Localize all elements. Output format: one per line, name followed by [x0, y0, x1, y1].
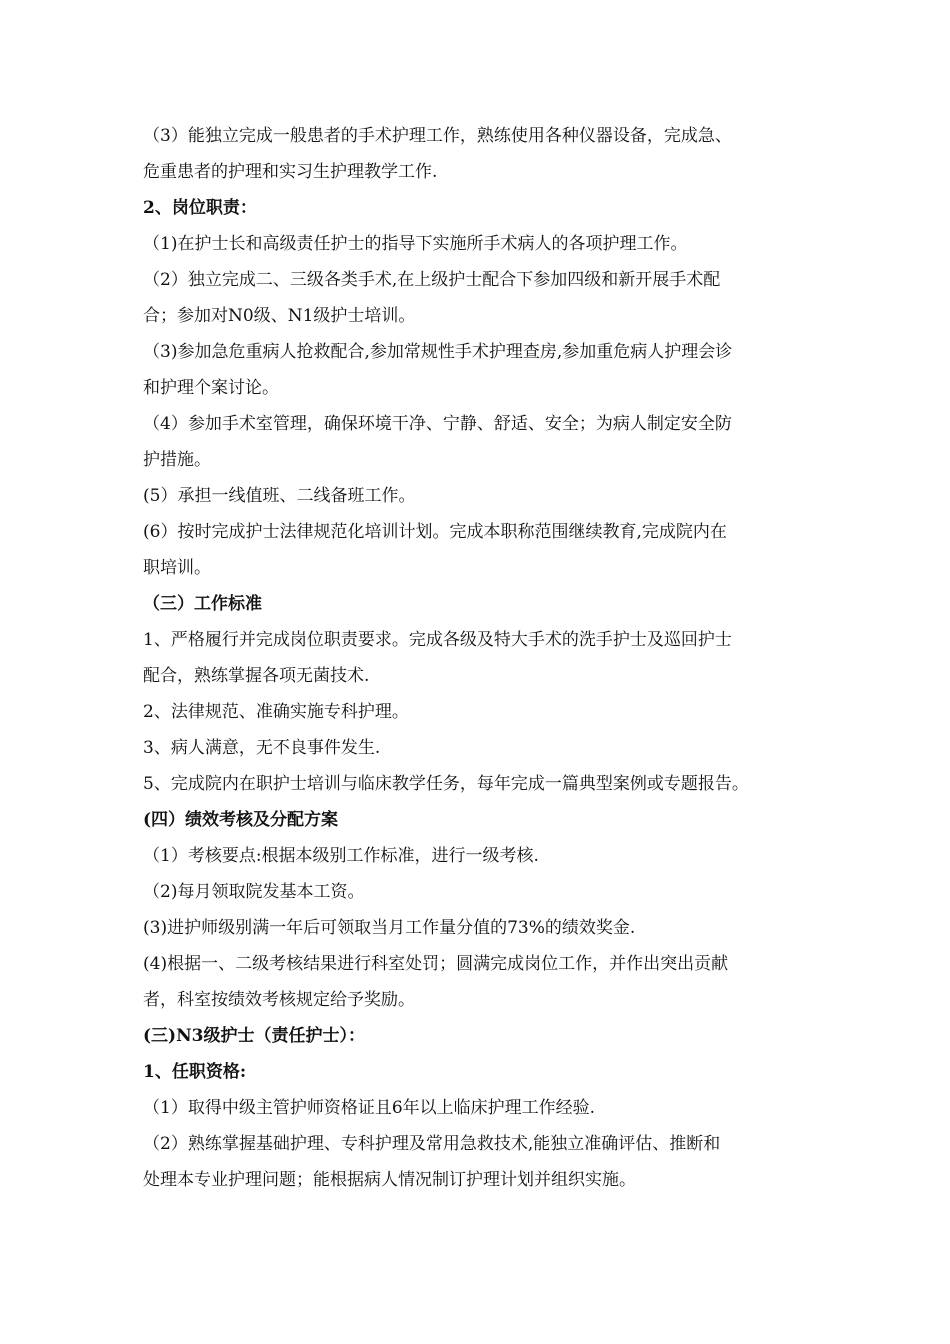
text-line: （2）熟练掌握基础护理、专科护理及常用急救技术,能独立准确评估、推断和	[143, 1134, 721, 1154]
text-line: （1）取得中级主管护师资格证且6年以上临床护理工作经验.	[143, 1098, 596, 1118]
text-line: 1、严格履行并完成岗位职责要求。完成各级及特大手术的洗手护士及巡回护士	[143, 630, 732, 650]
text-line: （4）参加手术室管理，确保环境干净、宁静、舒适、安全；为病人制定安全防	[143, 414, 732, 434]
section-heading: (三)N3级护士（责任护士）：	[143, 1026, 365, 1046]
text-line: 合；参加对N0级、N1级护士培训。	[143, 306, 416, 326]
text-line: （3）能独立完成一般患者的手术护理工作，熟练使用各种仪器设备，完成急、	[143, 126, 732, 146]
text-line: （2)每月领取院发基本工资。	[143, 882, 365, 902]
text-line: 配合，熟练掌握各项无菌技术.	[143, 666, 370, 686]
text-line: 护措施。	[143, 450, 211, 470]
section-heading: (四）绩效考核及分配方案	[143, 810, 339, 830]
section-heading: 2、岗位职责：	[143, 198, 257, 218]
text-line: （2）独立完成二、三级各类手术,在上级护士配合下参加四级和新开展手术配	[143, 270, 721, 290]
text-line: （1)在护士长和高级责任护士的指导下实施所手术病人的各项护理工作。	[143, 234, 688, 254]
section-heading: 1、任职资格:	[143, 1062, 247, 1082]
text-line: 3、病人满意，无不良事件发生.	[143, 738, 381, 758]
text-line: 危重患者的护理和实习生护理教学工作.	[143, 162, 438, 182]
text-line: (6）按时完成护士法律规范化培训计划。完成本职称范围继续教育,完成院内在	[143, 522, 727, 542]
text-line: (5）承担一线值班、二线备班工作。	[143, 486, 416, 506]
section-heading: （三）工作标准	[143, 594, 262, 614]
text-line: 处理本专业护理问题；能根据病人情况制订护理计划并组织实施。	[143, 1170, 636, 1190]
text-line: 职培训。	[143, 558, 211, 578]
text-line: (3)进护师级别满一年后可领取当月工作量分值的73%的绩效奖金.	[143, 918, 636, 938]
text-line: 和护理个案讨论。	[143, 378, 279, 398]
text-line: （1）考核要点:根据本级别工作标准，进行一级考核.	[143, 846, 539, 866]
text-line: 2、法律规范、准确实施专科护理。	[143, 702, 409, 722]
text-line: (4)根据一、二级考核结果进行科室处罚；圆满完成岗位工作，并作出突出贡献	[143, 954, 729, 974]
text-line: 5、完成院内在职护士培训与临床教学任务，每年完成一篇典型案例或专题报告。	[143, 774, 749, 794]
text-line: 者，科室按绩效考核规定给予奖励。	[143, 990, 415, 1010]
text-line: （3)参加急危重病人抢救配合,参加常规性手术护理查房,参加重危病人护理会诊	[143, 342, 733, 362]
document-body	[143, 118, 823, 1198]
